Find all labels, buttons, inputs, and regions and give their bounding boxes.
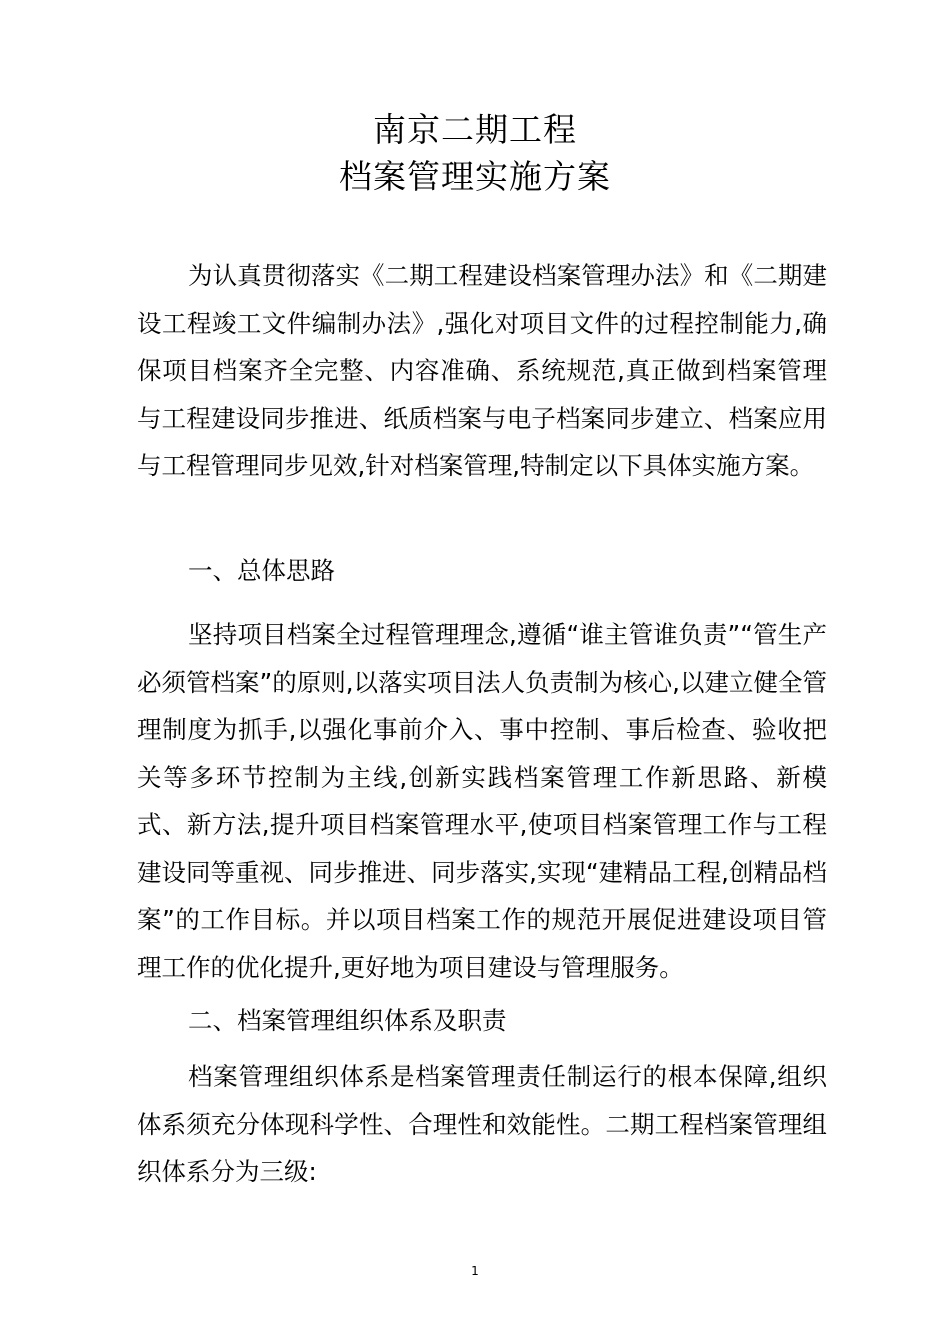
section1-paragraph: 坚持项目档案全过程管理理念,遵循“谁主管谁负责”“管生产必须管档案”的原则,以落实项目法人负责制为核心,以建立健全管理制度为抓手,以强化事前介入、事中控制、事后检查、验收把关等多环节控制为主线,创新实践档案管理工作新思路、新模式、新方法,提升项目档案管理水平,使项目档案管理工作与工程建设同等重视、同步推进、同步落实,实现“建精品工程,创精品档案”的工作目标。并以项目档案工作的规范开展促进建设项目管理工作的优化提升,更好地为项目建设与管理服务。	[137, 620, 827, 982]
section2-paragraph: 档案管理组织体系是档案管理责任制运行的根本保障,组织体系须充分体现科学性、合理性和效能性。二期工程档案管理组织体系分为三级:	[137, 1062, 827, 1186]
section2-heading: 二、档案管理组织体系及职责	[188, 1006, 507, 1035]
page-number: 1	[471, 1264, 479, 1278]
document-title-line2: 档案管理实施方案	[339, 157, 611, 196]
document-title-line1: 南京二期工程	[373, 110, 577, 149]
section1-heading: 一、总体思路	[188, 556, 335, 585]
intro-paragraph: 为认真贯彻落实《二期工程建设档案管理办法》和《二期建设工程竣工文件编制办法》,强化对项目文件的过程控制能力,确保项目档案齐全完整、内容准确、系统规范,真正做到档案管理与工程建设同步推进、纸质档案与电子档案同步建立、档案应用与工程管理同步见效,针对档案管理,特制定以下具体实施方案。	[137, 261, 827, 480]
